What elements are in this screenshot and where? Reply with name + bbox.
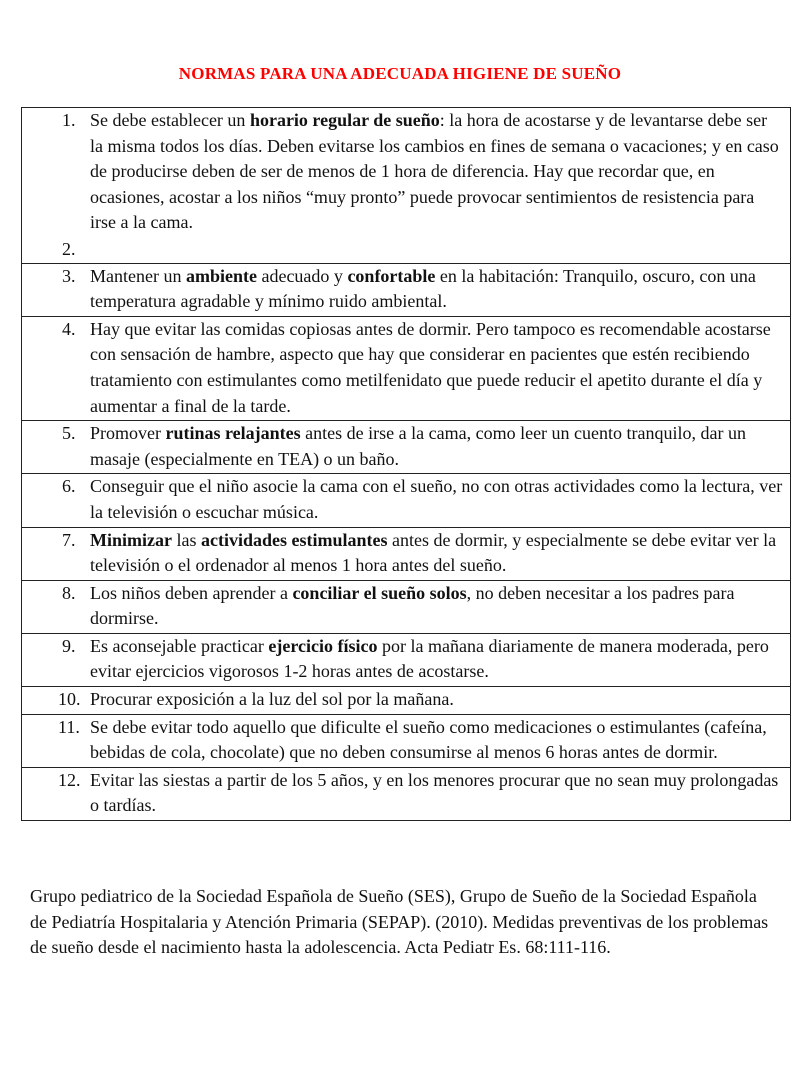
rule-cell (22, 767, 791, 820)
rule-number-empty: 2. (62, 238, 76, 259)
rule-cell (22, 687, 791, 715)
rule-text-segment: Es aconsejable practicar (90, 635, 269, 656)
rule-text-bold: ejercicio físico (268, 635, 378, 656)
rule-item (22, 317, 790, 420)
rule-item (22, 581, 790, 633)
rule-text-bold: actividades estimulantes (200, 529, 388, 550)
rule-text-segment: las (171, 529, 201, 550)
rule-text-bold: conciliar el sueño solos (292, 582, 467, 603)
rule-row (22, 474, 791, 527)
rule-text-bold: horario regular de sueño (249, 110, 440, 130)
rule-text-bold: confortable (347, 265, 436, 286)
rule-text (90, 264, 784, 315)
rule-row (22, 316, 791, 420)
rule-cell (22, 108, 791, 264)
rule-item (22, 264, 790, 316)
rule-text-segment: Mantener un (90, 265, 186, 286)
rule-text (90, 687, 784, 713)
rule-item (22, 768, 790, 820)
rule-item (22, 474, 790, 526)
rule-text-bold: Minimizar (90, 529, 172, 550)
rule-number: 10. (58, 689, 81, 710)
rule-row (22, 263, 791, 316)
rule-item (22, 108, 790, 237)
rule-item (22, 715, 790, 767)
rule-text (90, 634, 784, 685)
rule-row (22, 714, 791, 767)
rule-number: 6. (62, 476, 76, 497)
rule-number: 8. (62, 582, 76, 603)
document-title: NORMAS PARA UNA ADECUADA HIGIENE DE SUEÑO (178, 64, 622, 83)
rule-text (90, 528, 784, 579)
rule-text-bold: rutinas relajantes (165, 423, 301, 444)
rule-item (22, 634, 790, 686)
rule-text (90, 768, 784, 819)
rule-text-segment: Evitar las siestas a partir de los 5 años, y en los menores procurar que no sean muy prolongadas o tardías. (90, 769, 779, 816)
rule-text-segment: por la mañana diariamente de manera moderada, pero evitar ejercicios vigorosos 1-2 horas antes de acostarse. (90, 635, 769, 682)
rule-row (22, 687, 791, 715)
rule-row (22, 421, 791, 474)
rules-table-body (22, 108, 791, 821)
rule-cell (22, 580, 791, 633)
citation-text: Grupo pediatrico de la Sociedad Española de Sueño (SES), Grupo de Sueño de la Sociedad Española de Pediatría Hospitalaria y Atención Primaria (SEPAP). (2010). Medidas preventivas de los problemas de sueño desde el nacimiento hasta la adolescencia. Acta Pediatr Es. 68:111-116. (30, 886, 769, 958)
rule-cell (22, 263, 791, 316)
rule-item (22, 421, 790, 473)
rule-text-segment: adecuado y (256, 265, 348, 286)
rule-text-segment: Procurar exposición a la luz del sol por la mañana. (90, 689, 454, 710)
rule-text-segment: Conseguir que el niño asocie la cama con el sueño, no con otras actividades como la lectura, ver la televisión o escuchar música. (90, 476, 783, 522)
rule-text-segment: antes de irse a la cama, como leer un cuento tranquilo, dar un masaje (especialmente en TEA) o un baño. (90, 423, 746, 469)
rule-text-segment: Se debe establecer un (90, 110, 250, 130)
rule-number: 12. (58, 769, 81, 790)
rule-text-segment: en la habitación: Tranquilo, oscuro, con una temperatura agradable y mínimo ruido ambiental. (90, 265, 756, 312)
rule-text (90, 317, 784, 419)
rule-number: 7. (62, 529, 76, 550)
rule-number: 9. (62, 635, 76, 656)
rule-number: 11. (58, 716, 80, 737)
rule-cell (22, 421, 791, 474)
rule-text (90, 715, 784, 766)
rule-row (22, 767, 791, 820)
rule-text (90, 581, 784, 632)
rule-text (90, 108, 784, 236)
rule-row (22, 108, 791, 264)
rule-text-segment: Promover (90, 423, 166, 444)
rule-row (22, 527, 791, 580)
rule-text-segment: Los niños deben aprender a (90, 582, 293, 603)
rule-cell (22, 474, 791, 527)
rule-number: 5. (62, 423, 76, 444)
rule-number: 1. (62, 110, 76, 130)
rule-text (90, 474, 784, 525)
rule-number: 4. (62, 318, 76, 339)
rule-text-segment: Se debe evitar todo aquello que dificulte el sueño como medicaciones o estimulantes (cafeína, bebidas de cola, chocolate) que no deben consumirse al menos 6 horas antes de dormir. (90, 716, 767, 763)
rule-cell (22, 527, 791, 580)
rule-cell (22, 316, 791, 420)
rule-text (90, 421, 784, 472)
rule-text-bold: ambiente (185, 265, 257, 286)
rule-number: 3. (62, 265, 76, 286)
rule-text-segment: , no deben necesitar a los padres para dormirse. (90, 582, 735, 629)
rule-text-segment: : la hora de acostarse y de levantarse debe ser la misma todos los días. Deben evitarse los cambios en fines de semana o vacaciones; y en caso de producirse deben de ser de menos de 1 hora de diferencia. Hay que recordar que, en ocasiones, acostar a los niños “muy pronto” puede provocar sentimientos de resistencia para irse a la cama. (90, 110, 779, 233)
rule-item (22, 528, 790, 580)
rule-row (22, 580, 791, 633)
rule-cell (22, 633, 791, 686)
rule-text-segment: antes de dormir, y especialmente se debe evitar ver la televisión o el ordenador al menos 1 hora antes del sueño. (90, 529, 777, 576)
rule-text-segment: Hay que evitar las comidas copiosas antes de dormir. Pero tampoco es recomendable acostarse con sensación de hambre, aspecto que hay que considerar en pacientes que estén recibiendo tratamiento con estimulantes como metilfenidato que puede reducir el apetito durante el día y aumentar a final de la tarde. (90, 318, 771, 416)
rules-table (21, 107, 791, 821)
rule-row (22, 633, 791, 686)
rule-cell (22, 714, 791, 767)
rule-item (22, 687, 790, 714)
